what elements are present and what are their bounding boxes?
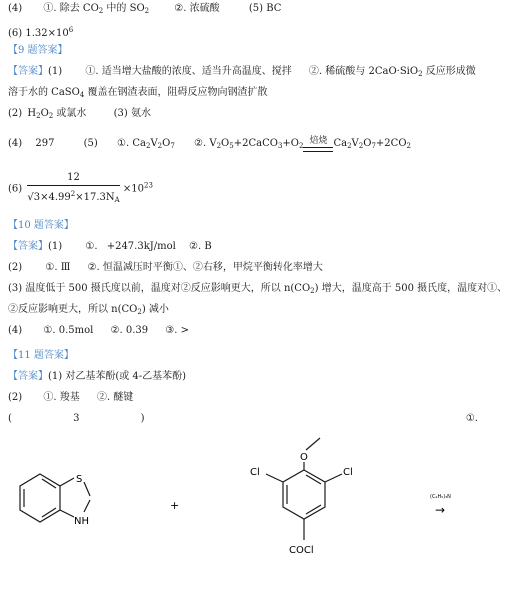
q8-answer-line-4: (4) ①. 除去 $CO_2$ 中的 $SO_2$ ②. 浓硫酸 (5) BC	[8, 3, 282, 15]
q10-answer-line-2: (2) ①. Ⅲ ②. 恒温减压时平衡①、②右移，甲烷平衡转化率增大	[8, 262, 323, 273]
q11-answer-line-3: ( 3 ) ①.	[8, 413, 478, 424]
plus-sign: +	[170, 499, 180, 512]
methoxy-oxygen-label: O	[300, 452, 308, 463]
q10-answer-line-3: (3) 温度低于 500 摄氏度以前，温度对②反应影响更大，所以 $n(CO_2)$ 增大，温度高于 500 摄氏度，温度对①、	[8, 283, 507, 295]
q11-header: 【11 题答案】	[8, 350, 74, 361]
q10-answer-line-5: (4) ①. 0.5mol ②. 0.39 ③. >	[8, 325, 190, 336]
q10-header: 【10 题答案】	[8, 220, 74, 231]
q11-answer-line-2: (2) ①. 羧基 ②. 醚键	[8, 392, 134, 403]
reaction-arrow: →	[435, 503, 446, 517]
reagent-label: (C₂H₅)₃N	[430, 494, 451, 500]
density-fraction: $\frac{12}{√3\times 4.99^2\times 17.3N_A}$	[27, 172, 120, 204]
q9-answer-line-4: (4) 297 (5) ①. $Ca_2V_2O_7$ ②. $V_2O_5+2CaCO_3+O_2$ 焙烧 $Ca_2V_2O_7+2CO_2$	[8, 136, 411, 150]
q9-answer-line-2: 溶于水的 CaSO$_4$ 覆盖在钢渣表面，阻碍反应物向钢渣扩散	[8, 87, 268, 99]
q9-answer-line-3: (2) $H_2O_2$ 或氯水 (3) 氨水	[8, 108, 151, 120]
q11-answer-line-1: 【答案】(1) 对乙基苯酚(或 4-乙基苯酚)	[8, 371, 187, 382]
roasting-condition-arrow: 焙烧	[303, 136, 333, 152]
q10-answer-line-1: 【答案】(1) ①. +247.3kJ/mol ②. B	[8, 241, 212, 252]
acyl-chloride-label: COCl	[289, 545, 314, 556]
q9-header: 【9 题答案】	[8, 45, 68, 56]
chloro-left-label: Cl	[250, 467, 260, 478]
reaction-scheme	[0, 430, 483, 607]
sulfur-label: S	[76, 474, 83, 485]
q10-answer-line-4: ②反应影响更大，所以 $n(CO_2)$ 减小	[8, 304, 169, 316]
q8-answer-line-6: (6) $1.32\times 10^6$	[8, 26, 74, 39]
nh-label: NH	[74, 516, 89, 527]
q9-answer-line-6: (6) $\frac{12}{√3\times 4.99^2\times 17.3N_A}$ $\times 10^{23}$	[8, 172, 153, 204]
chloro-right-label: Cl	[343, 467, 353, 478]
q9-answer-line-1: 【答案】(1) ①. 适当增大盐酸的浓度、适当升高温度、搅拌 ②. 稀硫酸与 2CaO·SiO$_2$ 反应形成微	[8, 66, 476, 78]
